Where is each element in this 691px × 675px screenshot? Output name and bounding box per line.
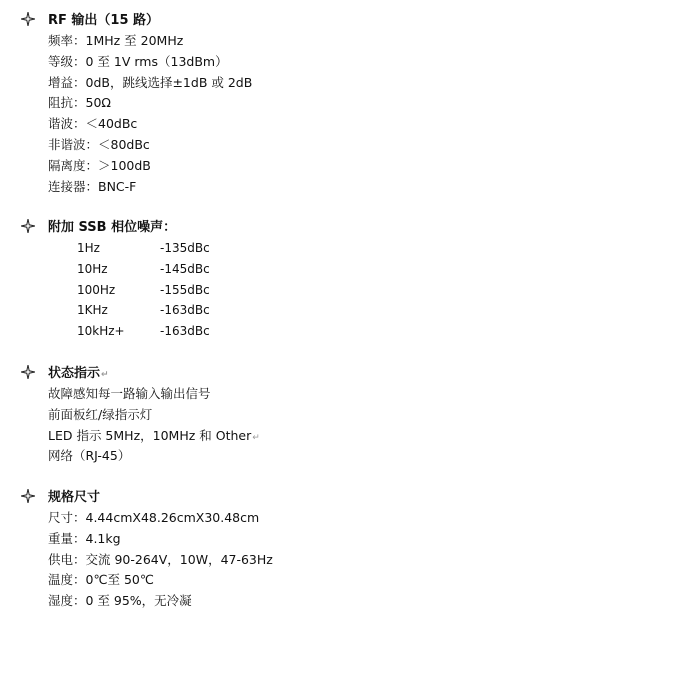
- four-pointed-star-icon: [21, 365, 35, 379]
- status-fault-line: 故障感知每一路输入输出信号: [48, 386, 211, 401]
- rf-non-harmonics-line: 非谐波：＜80dBc: [48, 136, 150, 152]
- rf-gain-line: 增益：0dB，跳线选择±1dB 或 2dB: [48, 74, 253, 90]
- paragraph-mark: ↵: [252, 432, 260, 443]
- phase-noise-row: [48, 300, 210, 321]
- specs-section: [0, 488, 273, 612]
- noise-value: -135dBc: [160, 241, 210, 255]
- offset-frequency: 10Hz: [77, 261, 108, 276]
- four-pointed-star-icon: [21, 12, 35, 26]
- rf-isolation-line: 隔离度：＞100dB: [48, 157, 151, 173]
- noise-value: -155dBc: [160, 282, 210, 297]
- spec-temperature-line: 温度：0℃至 50℃: [48, 572, 154, 588]
- paragraph-mark: ↵: [101, 370, 109, 380]
- rf-harmonics-line: 谐波：＜40dBc: [48, 116, 138, 132]
- offset-frequency: 100Hz: [77, 282, 116, 297]
- phase-noise-section: [0, 218, 210, 342]
- phase-noise-row: [48, 259, 210, 280]
- noise-value: -145dBc: [160, 261, 210, 276]
- spec-humidity-line: 湿度：0 至 95%，无冷凝: [48, 593, 192, 609]
- phase-noise-row: [48, 280, 210, 301]
- rf-connector-line: 连接器：BNC-F: [48, 178, 137, 194]
- rf-level-line: 等级：0 至 1V rms（13dBm）: [48, 53, 228, 69]
- spec-weight-line: 重量：4.1kg: [48, 530, 121, 546]
- offset-frequency: 1KHz: [77, 303, 108, 318]
- rf-impedance-line: 阻抗：50Ω: [48, 95, 111, 111]
- status-section: [0, 364, 260, 467]
- phase-noise-row: [48, 321, 210, 342]
- status-panel-led-line: 前面板红/绿指示灯: [48, 406, 153, 422]
- specs-heading: 规格尺寸: [48, 490, 101, 505]
- noise-value: -163dBc: [160, 324, 210, 339]
- status-led-indicator-text: LED 指示 5MHz，10MHz 和 Other: [48, 427, 252, 443]
- status-heading: [48, 364, 260, 384]
- status-heading-text: 状态指示: [48, 366, 101, 381]
- offset-frequency: 10kHz+: [77, 324, 125, 339]
- rf-output-section: [0, 11, 252, 197]
- four-pointed-star-icon: [21, 489, 35, 503]
- rf-frequency-line: 频率：1MHz 至 20MHz: [48, 33, 184, 48]
- rf-output-heading: RF 输出（15 路）: [48, 13, 160, 28]
- spec-power-line: 供电：交流 90-264V，10W，47-63Hz: [48, 551, 273, 567]
- phase-noise-row: [48, 238, 210, 259]
- phase-noise-heading: 附加 SSB 相位噪声：: [48, 220, 177, 235]
- status-led-indicator-line: [48, 426, 260, 447]
- spec-dimensions-line: 尺寸：4.44cmX48.26cmX30.48cm: [48, 510, 260, 525]
- status-network-line: 网络（RJ-45）: [48, 448, 131, 464]
- noise-value: -163dBc: [160, 303, 210, 318]
- four-pointed-star-icon: [21, 219, 35, 233]
- offset-frequency: 1Hz: [77, 241, 100, 255]
